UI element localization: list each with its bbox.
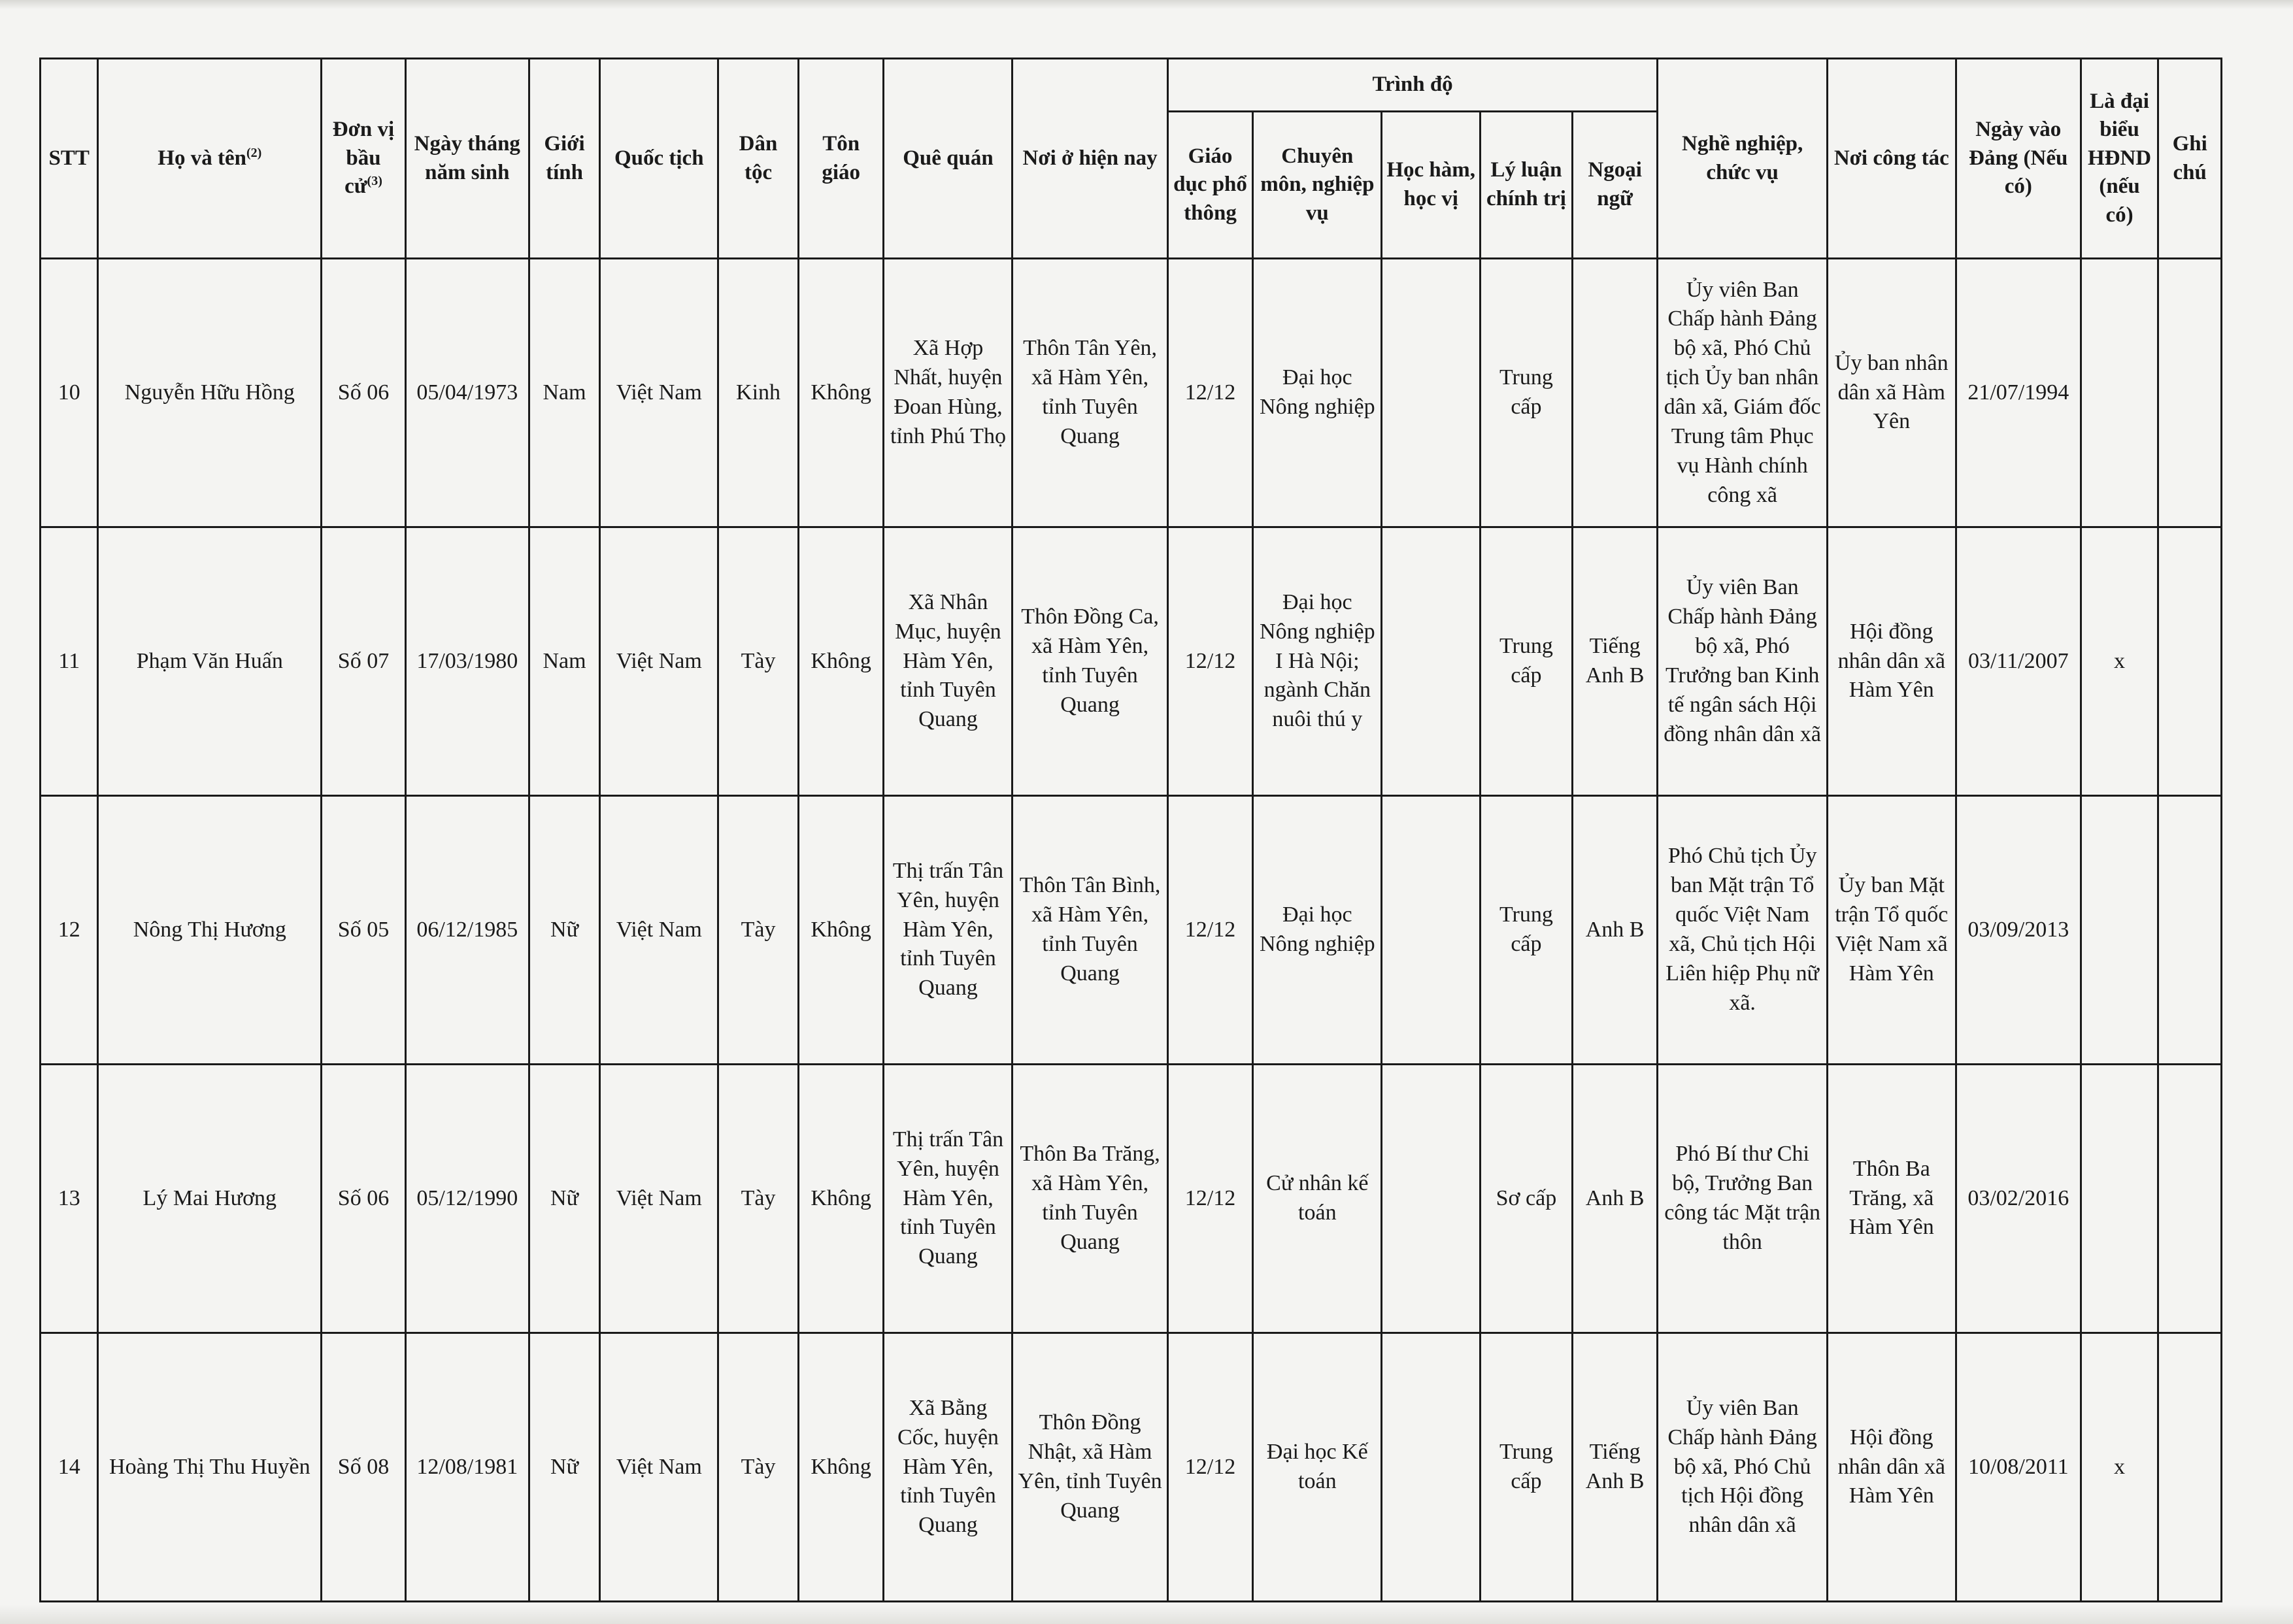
cell-nationality: Việt Nam (600, 1065, 718, 1333)
cell-note (2158, 1065, 2222, 1333)
header-workplace: Nơi công tác (1827, 59, 1956, 259)
header-stt: STT (41, 59, 98, 259)
cell-general-edu: 12/12 (1167, 1333, 1253, 1602)
cell-religion: Không (798, 259, 884, 527)
cell-academic (1382, 1333, 1481, 1602)
cell-political: Trung cấp (1481, 259, 1573, 527)
header-religion: Tôn giáo (798, 59, 884, 259)
cell-residence: Thôn Tân Bình, xã Hàm Yên, tỉnh Tuyên Quang (1013, 796, 1167, 1065)
cell-language (1572, 259, 1658, 527)
cell-gender: Nữ (529, 1333, 600, 1602)
cell-party-date: 03/09/2013 (1956, 796, 2081, 1065)
table-row (41, 1065, 2222, 1333)
cell-ethnicity: Tày (718, 527, 799, 796)
cell-language: Tiếng Anh B (1572, 527, 1658, 796)
cell-gender: Nữ (529, 796, 600, 1065)
header-name-footnote: (2) (246, 145, 262, 160)
cell-delegate (2081, 1065, 2158, 1333)
cell-workplace: Hội đồng nhân dân xã Hàm Yên (1827, 527, 1956, 796)
table-header (41, 59, 2222, 259)
header-academic: Học hàm, học vị (1382, 112, 1481, 259)
cell-residence: Thôn Đồng Nhật, xã Hàm Yên, tỉnh Tuyên Quang (1013, 1333, 1167, 1602)
cell-political: Trung cấp (1481, 796, 1573, 1065)
cell-political: Sơ cấp (1481, 1065, 1573, 1333)
table-row (41, 527, 2222, 796)
header-unit-footnote: (3) (367, 174, 382, 189)
cell-stt: 11 (41, 527, 98, 796)
cell-stt: 14 (41, 1333, 98, 1602)
cell-dob: 05/12/1990 (405, 1065, 529, 1333)
header-political: Lý luận chính trị (1481, 112, 1573, 259)
cell-specialty: Đại học Nông nghiệp (1253, 259, 1382, 527)
cell-gender: Nữ (529, 1065, 600, 1333)
cell-delegate: x (2081, 527, 2158, 796)
cell-residence: Thôn Ba Trăng, xã Hàm Yên, tỉnh Tuyên Quang (1013, 1065, 1167, 1333)
header-note: Ghi chú (2158, 59, 2222, 259)
cell-political: Trung cấp (1481, 527, 1573, 796)
cell-residence: Thôn Đồng Ca, xã Hàm Yên, tỉnh Tuyên Quang (1013, 527, 1167, 796)
candidate-table (39, 58, 2222, 1602)
cell-hometown: Thị trấn Tân Yên, huyện Hàm Yên, tỉnh Tuyên Quang (884, 796, 1013, 1065)
cell-hometown: Xã Hợp Nhất, huyện Đoan Hùng, tỉnh Phú Thọ (884, 259, 1013, 527)
cell-specialty: Đại học Nông nghiệp (1253, 796, 1382, 1065)
cell-general-edu: 12/12 (1167, 259, 1253, 527)
cell-note (2158, 1333, 2222, 1602)
cell-note (2158, 259, 2222, 527)
table-row (41, 1333, 2222, 1602)
cell-unit: Số 06 (322, 259, 406, 527)
cell-note (2158, 527, 2222, 796)
cell-workplace: Ủy ban nhân dân xã Hàm Yên (1827, 259, 1956, 527)
cell-gender: Nam (529, 259, 600, 527)
header-qualification-group: Trình độ (1167, 59, 1658, 112)
cell-workplace: Ủy ban Mặt trận Tổ quốc Việt Nam xã Hàm Yên (1827, 796, 1956, 1065)
cell-nationality: Việt Nam (600, 259, 718, 527)
scan-bottom-edge (0, 1604, 2293, 1624)
cell-occupation: Ủy viên Ban Chấp hành Đảng bộ xã, Phó Chủ tịch Ủy ban nhân dân xã, Giám đốc Trung tâm Phục vụ Hành chính công xã (1658, 259, 1827, 527)
header-nationality: Quốc tịch (600, 59, 718, 259)
scan-top-edge (0, 0, 2293, 9)
cell-party-date: 03/02/2016 (1956, 1065, 2081, 1333)
cell-language: Anh B (1572, 796, 1658, 1065)
cell-dob: 06/12/1985 (405, 796, 529, 1065)
cell-unit: Số 07 (322, 527, 406, 796)
cell-academic (1382, 796, 1481, 1065)
cell-delegate: x (2081, 1333, 2158, 1602)
cell-specialty: Đại học Nông nghiệp I Hà Nội; ngành Chăn nuôi thú y (1253, 527, 1382, 796)
cell-occupation: Phó Chủ tịch Ủy ban Mặt trận Tổ quốc Việt Nam xã, Chủ tịch Hội Liên hiệp Phụ nữ xã. (1658, 796, 1827, 1065)
cell-religion: Không (798, 1065, 884, 1333)
table-body (41, 259, 2222, 1602)
cell-general-edu: 12/12 (1167, 1065, 1253, 1333)
cell-specialty: Cử nhân kế toán (1253, 1065, 1382, 1333)
header-residence: Nơi ở hiện nay (1013, 59, 1167, 259)
cell-residence: Thôn Tân Yên, xã Hàm Yên, tỉnh Tuyên Quang (1013, 259, 1167, 527)
cell-occupation: Ủy viên Ban Chấp hành Đảng bộ xã, Phó Chủ tịch Hội đồng nhân dân xã (1658, 1333, 1827, 1602)
header-hometown: Quê quán (884, 59, 1013, 259)
cell-nationality: Việt Nam (600, 796, 718, 1065)
cell-party-date: 10/08/2011 (1956, 1333, 2081, 1602)
cell-unit: Số 08 (322, 1333, 406, 1602)
cell-dob: 12/08/1981 (405, 1333, 529, 1602)
cell-hometown: Xã Bằng Cốc, huyện Hàm Yên, tỉnh Tuyên Quang (884, 1333, 1013, 1602)
cell-ethnicity: Tày (718, 1065, 799, 1333)
header-ethnicity: Dân tộc (718, 59, 799, 259)
cell-nationality: Việt Nam (600, 1333, 718, 1602)
cell-academic (1382, 259, 1481, 527)
cell-dob: 17/03/1980 (405, 527, 529, 796)
cell-religion: Không (798, 796, 884, 1065)
cell-dob: 05/04/1973 (405, 259, 529, 527)
cell-academic (1382, 527, 1481, 796)
header-name-label: Họ và tên (158, 146, 246, 170)
header-general-edu: Giáo dục phổ thông (1167, 112, 1253, 259)
header-gender: Giới tính (529, 59, 600, 259)
document-sheet (39, 58, 2222, 1561)
cell-party-date: 03/11/2007 (1956, 527, 2081, 796)
cell-name: Lý Mai Hương (98, 1065, 322, 1333)
cell-stt: 12 (41, 796, 98, 1065)
header-name (98, 59, 322, 259)
cell-delegate (2081, 796, 2158, 1065)
cell-name: Phạm Văn Huấn (98, 527, 322, 796)
cell-general-edu: 12/12 (1167, 796, 1253, 1065)
cell-political: Trung cấp (1481, 1333, 1573, 1602)
cell-ethnicity: Tày (718, 796, 799, 1065)
cell-occupation: Ủy viên Ban Chấp hành Đảng bộ xã, Phó Trưởng ban Kinh tế ngân sách Hội đồng nhân dân xã (1658, 527, 1827, 796)
cell-name: Nông Thị Hương (98, 796, 322, 1065)
cell-unit: Số 05 (322, 796, 406, 1065)
header-party-date: Ngày vào Đảng (Nếu có) (1956, 59, 2081, 259)
cell-ethnicity: Tày (718, 1333, 799, 1602)
cell-religion: Không (798, 1333, 884, 1602)
cell-name: Hoàng Thị Thu Huyền (98, 1333, 322, 1602)
cell-hometown: Xã Nhân Mục, huyện Hàm Yên, tỉnh Tuyên Quang (884, 527, 1013, 796)
header-occupation: Nghề nghiệp, chức vụ (1658, 59, 1827, 259)
cell-party-date: 21/07/1994 (1956, 259, 2081, 527)
header-unit (322, 59, 406, 259)
cell-academic (1382, 1065, 1481, 1333)
cell-note (2158, 796, 2222, 1065)
cell-ethnicity: Kinh (718, 259, 799, 527)
cell-specialty: Đại học Kế toán (1253, 1333, 1382, 1602)
cell-language: Anh B (1572, 1065, 1658, 1333)
cell-occupation: Phó Bí thư Chi bộ, Trưởng Ban công tác Mặt trận thôn (1658, 1065, 1827, 1333)
header-delegate: Là đại biểu HĐND (nếu có) (2081, 59, 2158, 259)
cell-name: Nguyễn Hữu Hồng (98, 259, 322, 527)
cell-workplace: Thôn Ba Trăng, xã Hàm Yên (1827, 1065, 1956, 1333)
cell-religion: Không (798, 527, 884, 796)
cell-general-edu: 12/12 (1167, 527, 1253, 796)
cell-workplace: Hội đồng nhân dân xã Hàm Yên (1827, 1333, 1956, 1602)
cell-nationality: Việt Nam (600, 527, 718, 796)
header-unit-label: Đơn vị bầu cử (332, 118, 395, 199)
table-row (41, 259, 2222, 527)
header-language: Ngoại ngữ (1572, 112, 1658, 259)
cell-delegate (2081, 259, 2158, 527)
header-specialty: Chuyên môn, nghiệp vụ (1253, 112, 1382, 259)
table-row (41, 796, 2222, 1065)
cell-language: Tiếng Anh B (1572, 1333, 1658, 1602)
cell-hometown: Thị trấn Tân Yên, huyện Hàm Yên, tỉnh Tuyên Quang (884, 1065, 1013, 1333)
cell-stt: 13 (41, 1065, 98, 1333)
cell-stt: 10 (41, 259, 98, 527)
cell-unit: Số 06 (322, 1065, 406, 1333)
header-dob: Ngày tháng năm sinh (405, 59, 529, 259)
cell-gender: Nam (529, 527, 600, 796)
